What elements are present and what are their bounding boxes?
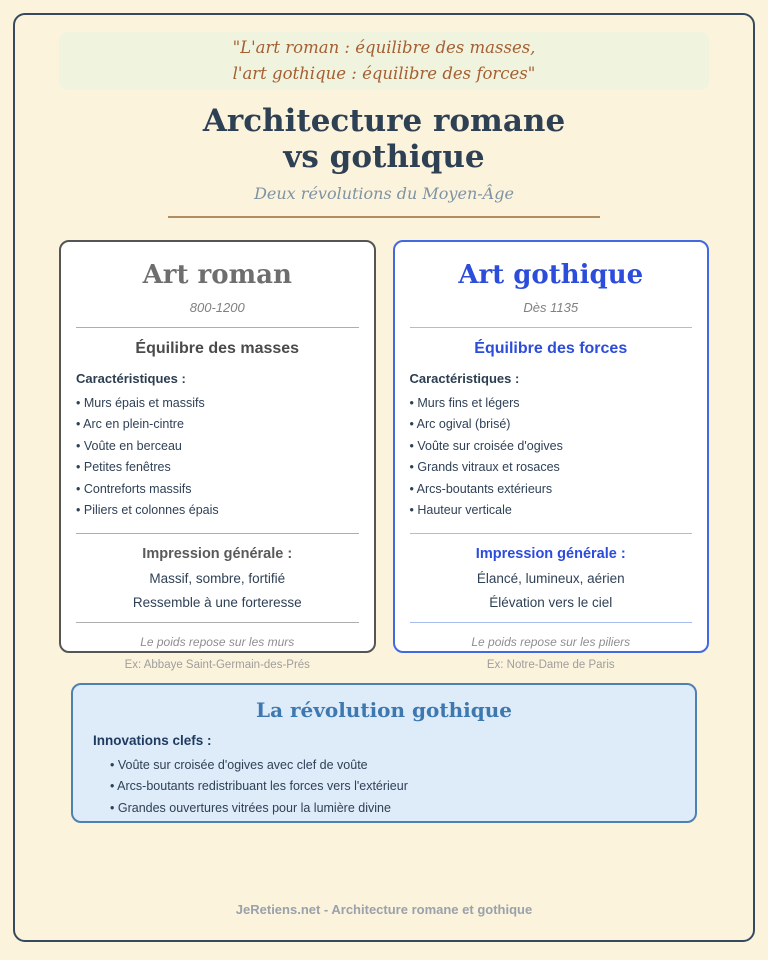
roman-impression-label: Impression générale :: [142, 546, 293, 563]
gothic-card-title: Art gothique: [458, 260, 644, 290]
innovations-label: Innovations clefs :: [93, 733, 212, 748]
characteristic-item: • Murs fins et légers: [410, 393, 693, 414]
divider: [76, 327, 359, 328]
innovations-list: [93, 755, 675, 819]
characteristic-item: • Arc en plein-cintre: [76, 414, 359, 435]
roman-card: [59, 240, 376, 672]
characteristic-item: • Arcs-boutants extérieurs: [410, 479, 693, 500]
title-divider: [168, 216, 600, 218]
characteristic-item: • Piliers et colonnes épais: [76, 500, 359, 521]
gothic-characteristics-list: [410, 393, 693, 521]
characteristic-item: • Contreforts massifs: [76, 479, 359, 500]
title-line-2: vs gothique: [283, 139, 485, 175]
title-line-1: Architecture romane: [202, 103, 566, 139]
roman-note: Le poids repose sur les murs: [140, 635, 295, 650]
revolution-panel: [71, 683, 697, 823]
quote-box: [59, 32, 709, 90]
divider: [76, 622, 359, 623]
revolution-title: La révolution gothique: [256, 698, 512, 722]
roman-principle: Équilibre des masses: [135, 340, 300, 357]
page-subtitle: Deux révolutions du Moyen-Âge: [254, 184, 514, 203]
characteristic-item: • Grands vitraux et rosaces: [410, 457, 693, 478]
page-frame: [13, 13, 755, 942]
innovation-item: • Grandes ouvertures vitrées pour la lumière divine: [110, 798, 675, 819]
quote-line-2: l'art gothique : équilibre des forces": [232, 64, 536, 83]
characteristic-item: • Arc ogival (brisé): [410, 414, 693, 435]
gothic-principle: Équilibre des forces: [474, 340, 628, 357]
page-title: [59, 103, 709, 175]
divider: [76, 533, 359, 534]
gothic-card: [393, 240, 710, 672]
divider: [410, 533, 693, 534]
roman-period: 800-1200: [189, 300, 245, 315]
gothic-impression-label: Impression générale :: [475, 546, 626, 563]
characteristic-item: • Hauteur verticale: [410, 500, 693, 521]
roman-card-title: Art roman: [142, 260, 292, 290]
impression-item: Ressemble à une forteresse: [132, 595, 302, 611]
impression-item: Massif, sombre, fortifié: [149, 571, 286, 587]
comparison-cards: [59, 240, 709, 672]
divider: [410, 327, 693, 328]
roman-example: Ex: Abbaye Saint-Germain-des-Prés: [124, 659, 310, 672]
footer-credit: JeRetiens.net - Architecture romane et gothique: [235, 902, 533, 917]
gothic-note: Le poids repose sur les piliers: [471, 635, 631, 650]
characteristic-item: • Murs épais et massifs: [76, 393, 359, 414]
roman-characteristics-list: [76, 393, 359, 521]
impression-item: Élévation vers le ciel: [489, 595, 613, 611]
innovation-item: • Arcs-boutants redistribuant les forces vers l'extérieur: [110, 776, 675, 797]
characteristic-item: • Petites fenêtres: [76, 457, 359, 478]
gothic-example: Ex: Notre-Dame de Paris: [486, 659, 615, 672]
quote-line-1: "L'art roman : équilibre des masses,: [232, 38, 536, 57]
innovation-item: • Voûte sur croisée d'ogives avec clef de voûte: [110, 755, 675, 776]
characteristic-item: • Voûte sur croisée d'ogives: [410, 436, 693, 457]
gothic-period: Dès 1135: [523, 300, 579, 315]
gothic-characteristics-label: Caractéristiques :: [409, 371, 520, 386]
characteristic-item: • Voûte en berceau: [76, 436, 359, 457]
roman-characteristics-label: Caractéristiques :: [76, 371, 186, 386]
divider: [410, 622, 693, 623]
impression-item: Élancé, lumineux, aérien: [476, 571, 625, 587]
